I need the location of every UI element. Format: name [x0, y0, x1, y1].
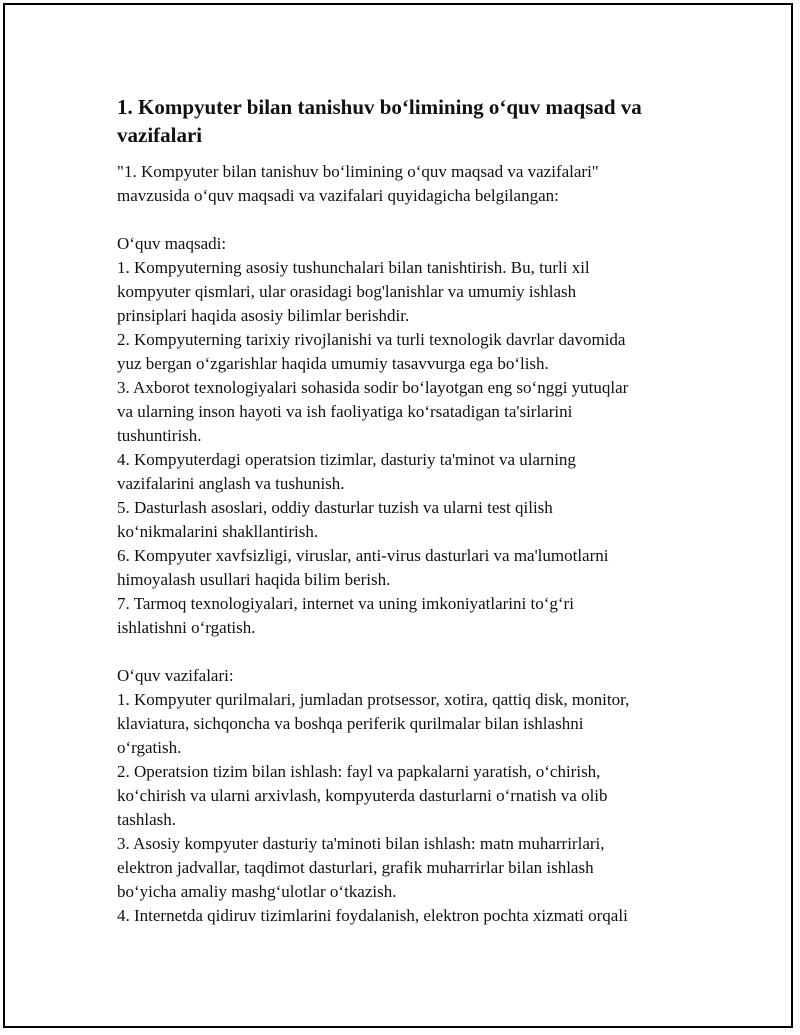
list-item: 2. Kompyuterning tarixiy rivojlanishi va turli texnologik davrlar davomida	[117, 330, 626, 349]
tasks-heading: O‘quv vazifalari:	[117, 666, 234, 685]
goals-heading: O‘quv maqsadi:	[117, 234, 227, 253]
list-item: 5. Dasturlash asoslari, oddiy dasturlar tuzish va ularni test qilish	[117, 498, 553, 517]
list-item: 1. Kompyuter qurilmalari, jumladan protsessor, xotira, qattiq disk, monitor,	[117, 690, 630, 709]
list-item: 6. Kompyuter xavfsizligi, viruslar, anti-virus dasturlari va ma'lumotlarni	[117, 546, 609, 565]
list-item: kompyuter qismlari, ular orasidagi bog'lanishlar va umumiy ishlash	[117, 282, 577, 301]
list-item: 3. Asosiy kompyuter dasturiy ta'minoti bilan ishlash: matn muharrirlari,	[117, 834, 605, 853]
list-item: ishlatishni o‘rgatish.	[117, 618, 256, 637]
list-item: o‘rgatish.	[117, 738, 182, 757]
list-item: 1. Kompyuterning asosiy tushunchalari bilan tanishtirish. Bu, turli xil	[117, 258, 590, 277]
list-item: tashlash.	[117, 810, 177, 829]
tasks-list	[117, 688, 697, 928]
title-line: vazifalari	[117, 123, 203, 147]
spacer	[117, 208, 697, 232]
list-item: elektron jadvallar, taqdimot dasturlari, grafik muharrirlar bilan ishlash	[117, 858, 594, 877]
text-line: mavzusida o‘quv maqsadi va vazifalari quyidagicha belgilangan:	[117, 186, 559, 205]
document-title	[117, 93, 697, 149]
list-item: 7. Tarmoq texnologiyalari, internet va uning imkoniyatlarini to‘g‘ri	[117, 594, 574, 613]
list-item: klaviatura, sichqoncha va boshqa periferik qurilmalar bilan ishlashni	[117, 714, 584, 733]
list-item: yuz bergan o‘zgarishlar haqida umumiy tasavvurga ega bo‘lish.	[117, 354, 549, 373]
list-item: 3. Axborot texnologiyalari sohasida sodir bo‘layotgan eng so‘nggi yutuqlar	[117, 378, 629, 397]
list-item: ko‘nikmalarini shakllantirish.	[117, 522, 319, 541]
list-item: prinsiplari haqida asosiy bilimlar berishdir.	[117, 306, 410, 325]
list-item: va ularning inson hayoti va ish faoliyatiga ko‘rsatadigan ta'sirlarini	[117, 402, 573, 421]
list-item: 2. Operatsion tizim bilan ishlash: fayl va papkalarni yaratish, o‘chirish,	[117, 762, 601, 781]
list-item: 4. Internetda qidiruv tizimlarini foydalanish, elektron pochta xizmati orqali	[117, 906, 628, 925]
list-item: himoyalash usullari haqida bilim berish.	[117, 570, 391, 589]
list-item: tushuntirish.	[117, 426, 202, 445]
list-item: 4. Kompyuterdagi operatsion tizimlar, dasturiy ta'minot va ularning	[117, 450, 576, 469]
document-body	[117, 93, 697, 928]
spacer	[117, 640, 697, 664]
intro-paragraph	[117, 160, 697, 208]
goals-list	[117, 256, 697, 640]
title-line: 1. Kompyuter bilan tanishuv bo‘limining o‘quv maqsad va	[117, 95, 642, 119]
list-item: ko‘chirish va ularni arxivlash, kompyuterda dasturlarni o‘rnatish va olib	[117, 786, 608, 805]
list-item: bo‘yicha amaliy mashg‘ulotlar o‘tkazish.	[117, 882, 397, 901]
text-line: "1. Kompyuter bilan tanishuv bo‘limining o‘quv maqsad va vazifalari"	[117, 162, 599, 181]
list-item: vazifalarini anglash va tushunish.	[117, 474, 345, 493]
